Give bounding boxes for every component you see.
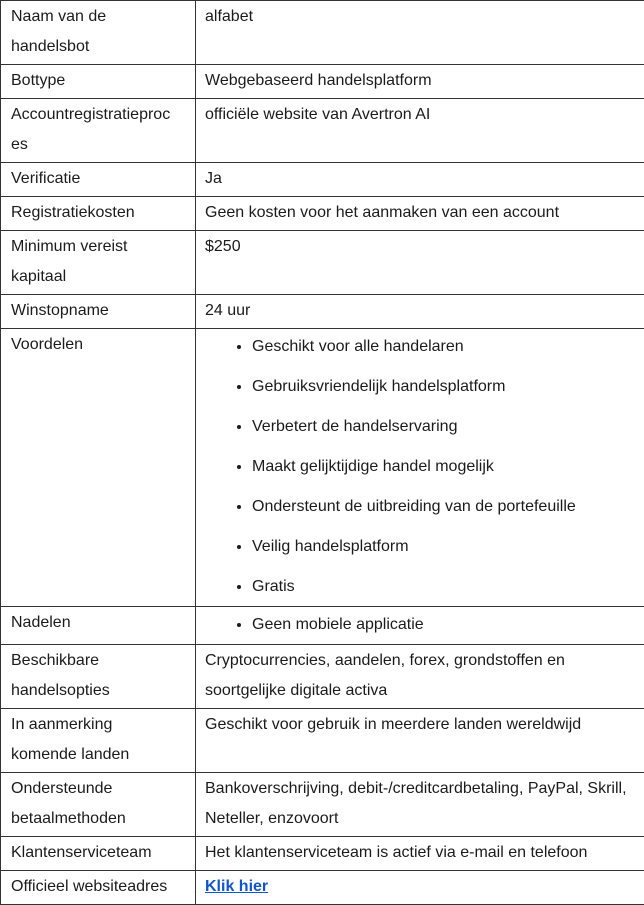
row-value: Bankoverschrijving, debit-/creditcardbetaling, PayPal, Skrill, Neteller, enzovoort [196,773,644,837]
row-label: Verificatie [1,163,196,197]
bullet-list [205,610,636,640]
table-row [1,231,644,295]
row-label: Beschikbare handelsopties [1,645,196,709]
table-row [1,837,644,871]
table-row [1,1,644,65]
table-row [1,645,644,709]
row-label: Winstopname [1,295,196,329]
table-row [1,163,644,197]
row-value: Ja [196,163,644,197]
row-value: Webgebaseerd handelsplatform [196,65,644,99]
row-value [196,607,644,645]
table-row [1,197,644,231]
row-value: Geschikt voor gebruik in meerdere landen wereldwijd [196,709,644,773]
row-value: 24 uur [196,295,644,329]
bullet-list [205,332,636,602]
row-value: alfabet [196,1,644,65]
row-value [196,329,644,607]
row-value: Cryptocurrencies, aandelen, forex, grondstoffen en soortgelijke digitale activa [196,645,644,709]
row-value: officiële website van Avertron AI [196,99,644,163]
list-item: • Maakt gelijktijdige handel mogelijk [252,452,636,482]
row-value [196,871,644,905]
row-label: Klantenserviceteam [1,837,196,871]
list-item: • Veilig handelsplatform [252,532,636,562]
table-row [1,99,644,163]
comparison-table-body [1,1,644,905]
row-label: Ondersteunde betaalmethoden [1,773,196,837]
table-row [1,871,644,905]
row-value: $250 [196,231,644,295]
official-website-link[interactable]: Klik hier [205,878,268,895]
row-label: Nadelen [1,607,196,645]
list-item: • Geen mobiele applicatie [252,610,636,640]
table-row [1,295,644,329]
list-item: • Geschikt voor alle handelaren [252,332,636,362]
table-row [1,709,644,773]
table-row [1,65,644,99]
list-item: • Gebruiksvriendelijk handelsplatform [252,372,636,402]
row-label: In aanmerking komende landen [1,709,196,773]
row-label: Accountregistratieproces [1,99,196,163]
row-label: Bottype [1,65,196,99]
row-label: Voordelen [1,329,196,607]
list-item: • Ondersteunt de uitbreiding van de portefeuille [252,492,636,522]
row-label: Officieel websiteadres [1,871,196,905]
list-item: • Gratis [252,572,636,602]
row-value: Het klantenserviceteam is actief via e-mail en telefoon [196,837,644,871]
row-value: Geen kosten voor het aanmaken van een account [196,197,644,231]
table-row [1,607,644,645]
list-item: • Verbetert de handelservaring [252,412,636,442]
row-label: Minimum vereist kapitaal [1,231,196,295]
row-label: Naam van de handelsbot [1,1,196,65]
table-row [1,329,644,607]
table-row [1,773,644,837]
row-label: Registratiekosten [1,197,196,231]
